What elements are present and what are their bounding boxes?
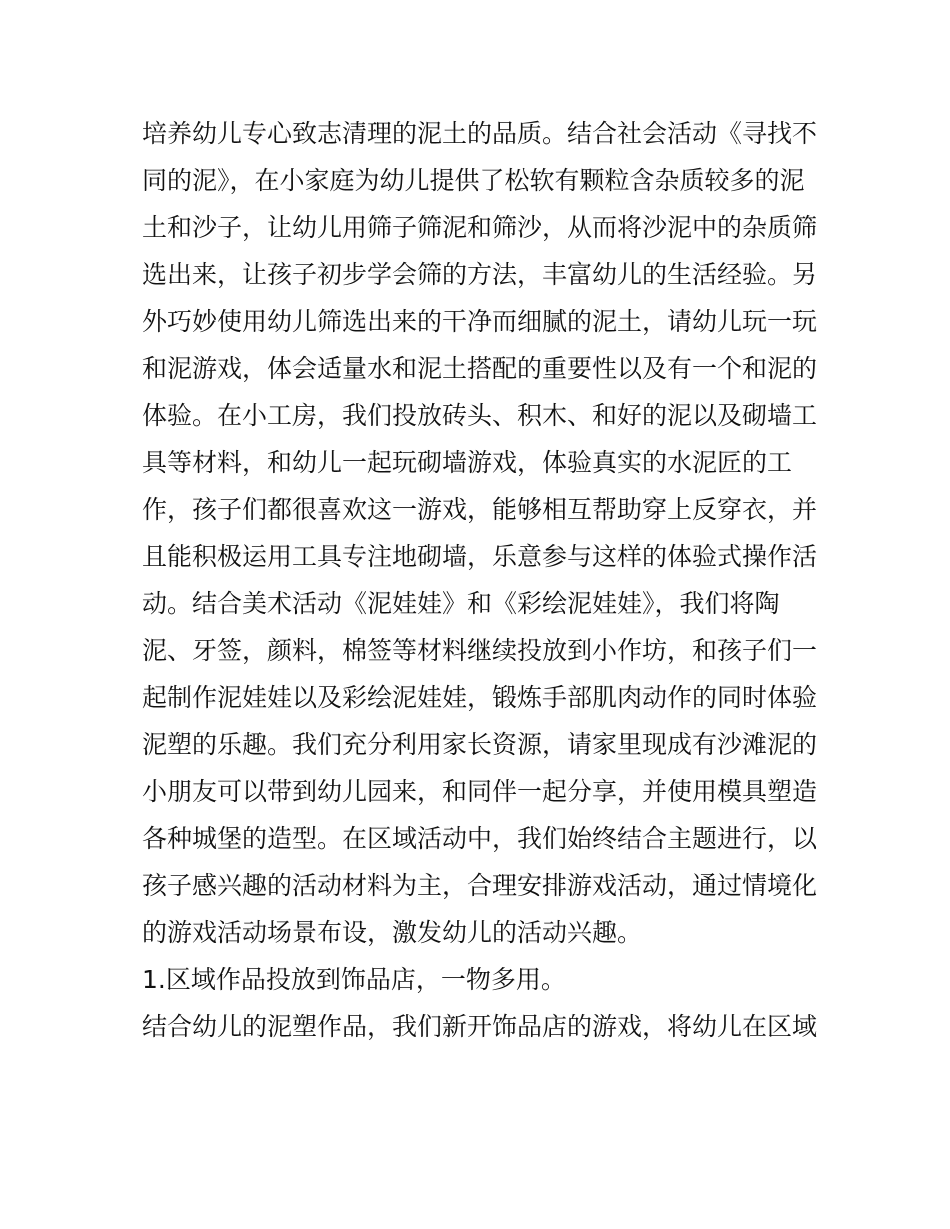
text-line: 同的泥》，在小家庭为幼儿提供了松软有颗粒含杂质较多的泥 [142,166,805,195]
text-line: 体验。在小工房，我们投放砖头、积木、和好的泥以及砌墙工 [142,401,818,430]
text-line: 小朋友可以带到幼儿园来，和同伴一起分享，并使用模具塑造 [142,777,818,806]
section-heading: 1.区域作品投放到饰品店，一物多用。 [142,965,566,994]
text-line: 培养幼儿专心致志清理的泥土的品质。结合社会活动《寻找不 [142,119,818,148]
text-line: 和泥游戏，体会适量水和泥土搭配的重要性以及有一个和泥的 [142,354,818,383]
text-line: 动。结合美术活动《泥娃娃》和《彩绘泥娃娃》，我们将陶 [142,589,780,618]
text-line: 的游戏活动场景布设，激发幼儿的活动兴趣。 [142,918,643,947]
text-line: 外巧妙使用幼儿筛选出来的干净而细腻的泥土，请幼儿玩一玩 [142,307,818,336]
text-line: 选出来，让孩子初步学会筛的方法，丰富幼儿的生活经验。另 [142,260,818,289]
text-line: 起制作泥娃娃以及彩绘泥娃娃，锻炼手部肌肉动作的同时体验 [142,683,818,712]
body-text [142,110,822,1050]
text-line: 泥、牙签，颜料，棉签等材料继续投放到小作坊，和孩子们一 [142,636,818,665]
text-line: 土和沙子，让幼儿用筛子筛泥和筛沙，从而将沙泥中的杂质筛 [142,213,818,242]
text-line: 作，孩子们都很喜欢这一游戏，能够相互帮助穿上反穿衣，并 [142,495,818,524]
text-line: 具等材料，和幼儿一起玩砌墙游戏，体验真实的水泥匠的工 [142,448,793,477]
text-line: 结合幼儿的泥塑作品，我们新开饰品店的游戏，将幼儿在区域 [142,1012,818,1041]
text-line: 各种城堡的造型。在区域活动中，我们始终结合主题进行，以 [142,824,818,853]
text-line: 且能积极运用工具专注地砌墙，乐意参与这样的体验式操作活 [142,542,818,571]
text-line: 孩子感兴趣的活动材料为主，合理安排游戏活动，通过情境化 [142,871,818,900]
text-line: 泥塑的乐趣。我们充分利用家长资源，请家里现成有沙滩泥的 [142,730,818,759]
